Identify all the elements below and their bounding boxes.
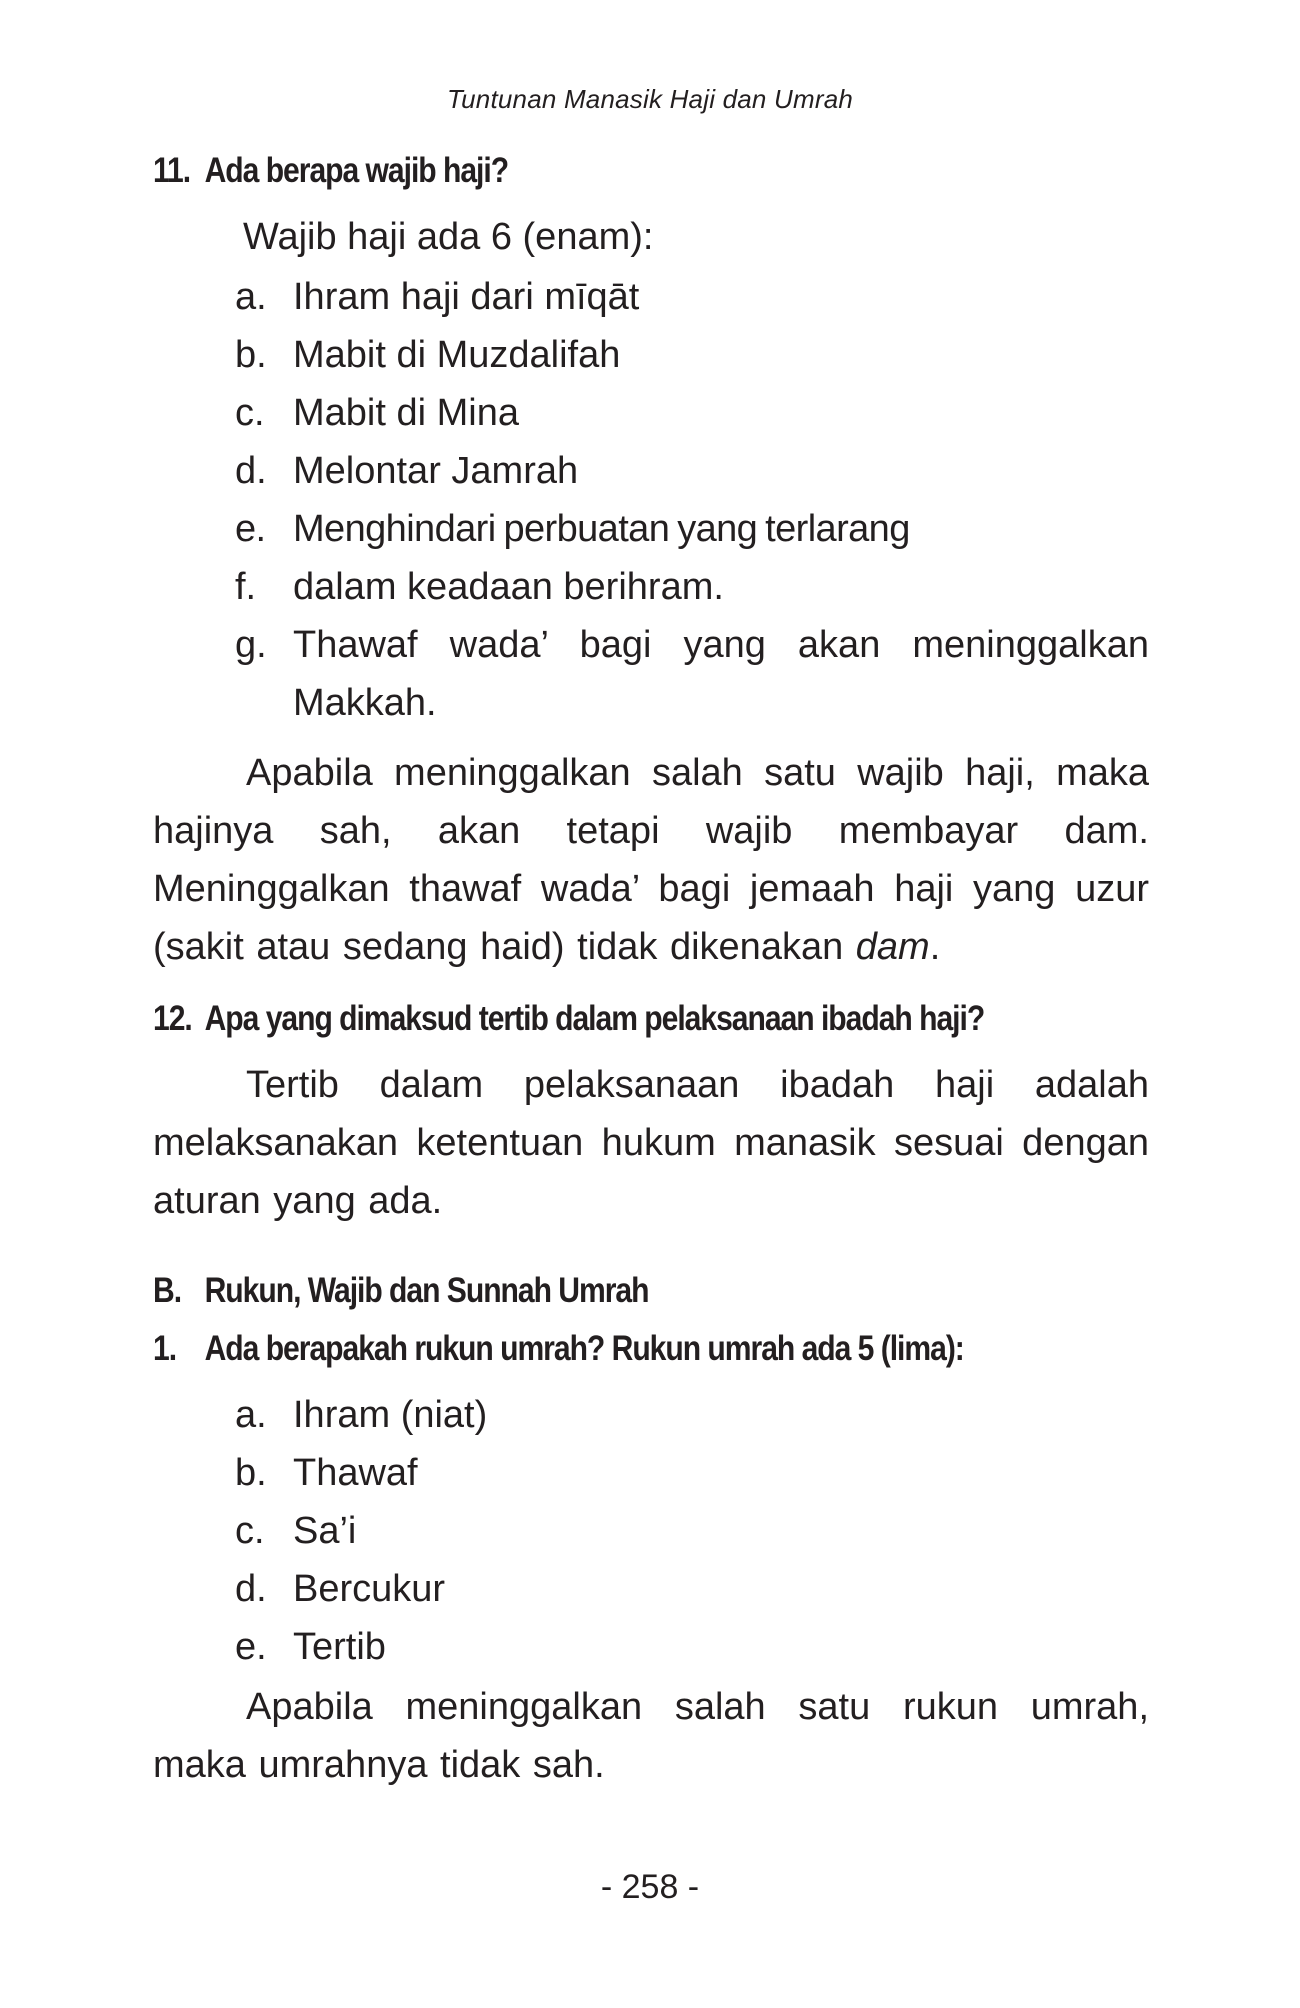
list-marker: b.	[235, 334, 267, 376]
section-title: Rukun, Wajib dan Sunnah Umrah	[204, 1271, 649, 1310]
question-12-heading	[153, 996, 1010, 1042]
list-item-text: Ihram haji dari mīqāt	[293, 276, 640, 318]
question-11-heading	[153, 148, 1010, 194]
list-item-text: Sa’i	[293, 1510, 357, 1552]
list-item-text: Melontar Jamrah	[293, 450, 579, 492]
list-marker: b.	[235, 1452, 267, 1494]
list-item-text: dalam keadaan berihram.	[293, 566, 724, 608]
paragraph-text: Apabila meninggalkan salah satu wajib haji, maka hajinya sah, akan tetapi wajib membayar dam. Meninggalkan thawaf wada’ bagi jemaah haji yang uzur (sakit atau sedang haid) tidak dikenakan	[153, 752, 1149, 968]
list-item-text: Menghindari perbuatan yang terlarang	[293, 508, 910, 550]
list-item-text: Mabit di Muzdalifah	[293, 334, 621, 376]
question-b1-paragraph: Apabila meninggalkan salah satu rukun umrah, maka umrahnya tidak sah.	[153, 1686, 1149, 1786]
list-marker: d.	[235, 450, 267, 492]
rukun-umrah-list	[153, 1386, 1149, 1676]
list-marker: a.	[235, 276, 267, 318]
list-marker: e.	[235, 1626, 267, 1668]
wajib-haji-list	[153, 268, 1149, 732]
question-12-paragraph: Tertib dalam pelaksanaan ibadah haji adalah melaksanakan ketentuan hukum manasik sesuai dengan aturan yang ada.	[153, 1064, 1149, 1222]
paragraph-italic-term: dam	[855, 926, 930, 968]
list-item	[153, 558, 1149, 616]
list-item	[153, 268, 1149, 326]
question-b1-heading	[153, 1326, 1010, 1372]
list-item	[153, 500, 1149, 558]
question-title: Ada berapakah rukun umrah? Rukun umrah ada 5 (lima):	[204, 1329, 964, 1368]
page-content	[153, 148, 1149, 1794]
section-marker: B.	[153, 1271, 182, 1310]
list-item	[153, 326, 1149, 384]
list-item	[153, 384, 1149, 442]
list-marker: c.	[235, 392, 265, 434]
list-item	[153, 1618, 1149, 1676]
list-item-text: Tertib	[293, 1626, 386, 1668]
list-marker: g.	[235, 624, 267, 666]
list-item	[153, 1386, 1149, 1444]
question-title: Ada berapa wajib haji?	[204, 151, 509, 190]
paragraph-end: .	[929, 926, 941, 968]
section-b-heading	[153, 1268, 1010, 1314]
list-marker: c.	[235, 1510, 265, 1552]
list-marker: a.	[235, 1394, 267, 1436]
question-11-intro: Wajib haji ada 6 (enam):	[243, 216, 654, 258]
list-marker: e.	[235, 508, 266, 550]
question-number: 11.	[153, 151, 191, 190]
question-number: 1.	[153, 1329, 177, 1368]
list-item-text: Mabit di Mina	[293, 392, 519, 434]
list-marker: f.	[235, 566, 257, 608]
list-marker: d.	[235, 1568, 267, 1610]
list-item	[153, 1560, 1149, 1618]
list-item	[153, 1444, 1149, 1502]
running-header: Tuntunan Manasik Haji dan Umrah	[446, 84, 854, 114]
list-item	[153, 442, 1149, 500]
list-item-text: Ihram (niat)	[293, 1394, 488, 1436]
question-number: 12.	[153, 999, 192, 1038]
page-number: - 258 -	[600, 1868, 700, 1906]
list-item	[153, 1502, 1149, 1560]
list-item	[153, 616, 1149, 732]
list-item-text: Thawaf	[293, 1452, 418, 1494]
list-item-text: Thawaf wada’ bagi yang akan meninggalkan Makkah.	[293, 624, 1149, 724]
list-item-text: Bercukur	[293, 1568, 446, 1610]
question-title: Apa yang dimaksud tertib dalam pelaksanaan ibadah haji?	[204, 999, 985, 1038]
question-11-paragraph	[153, 744, 1149, 976]
